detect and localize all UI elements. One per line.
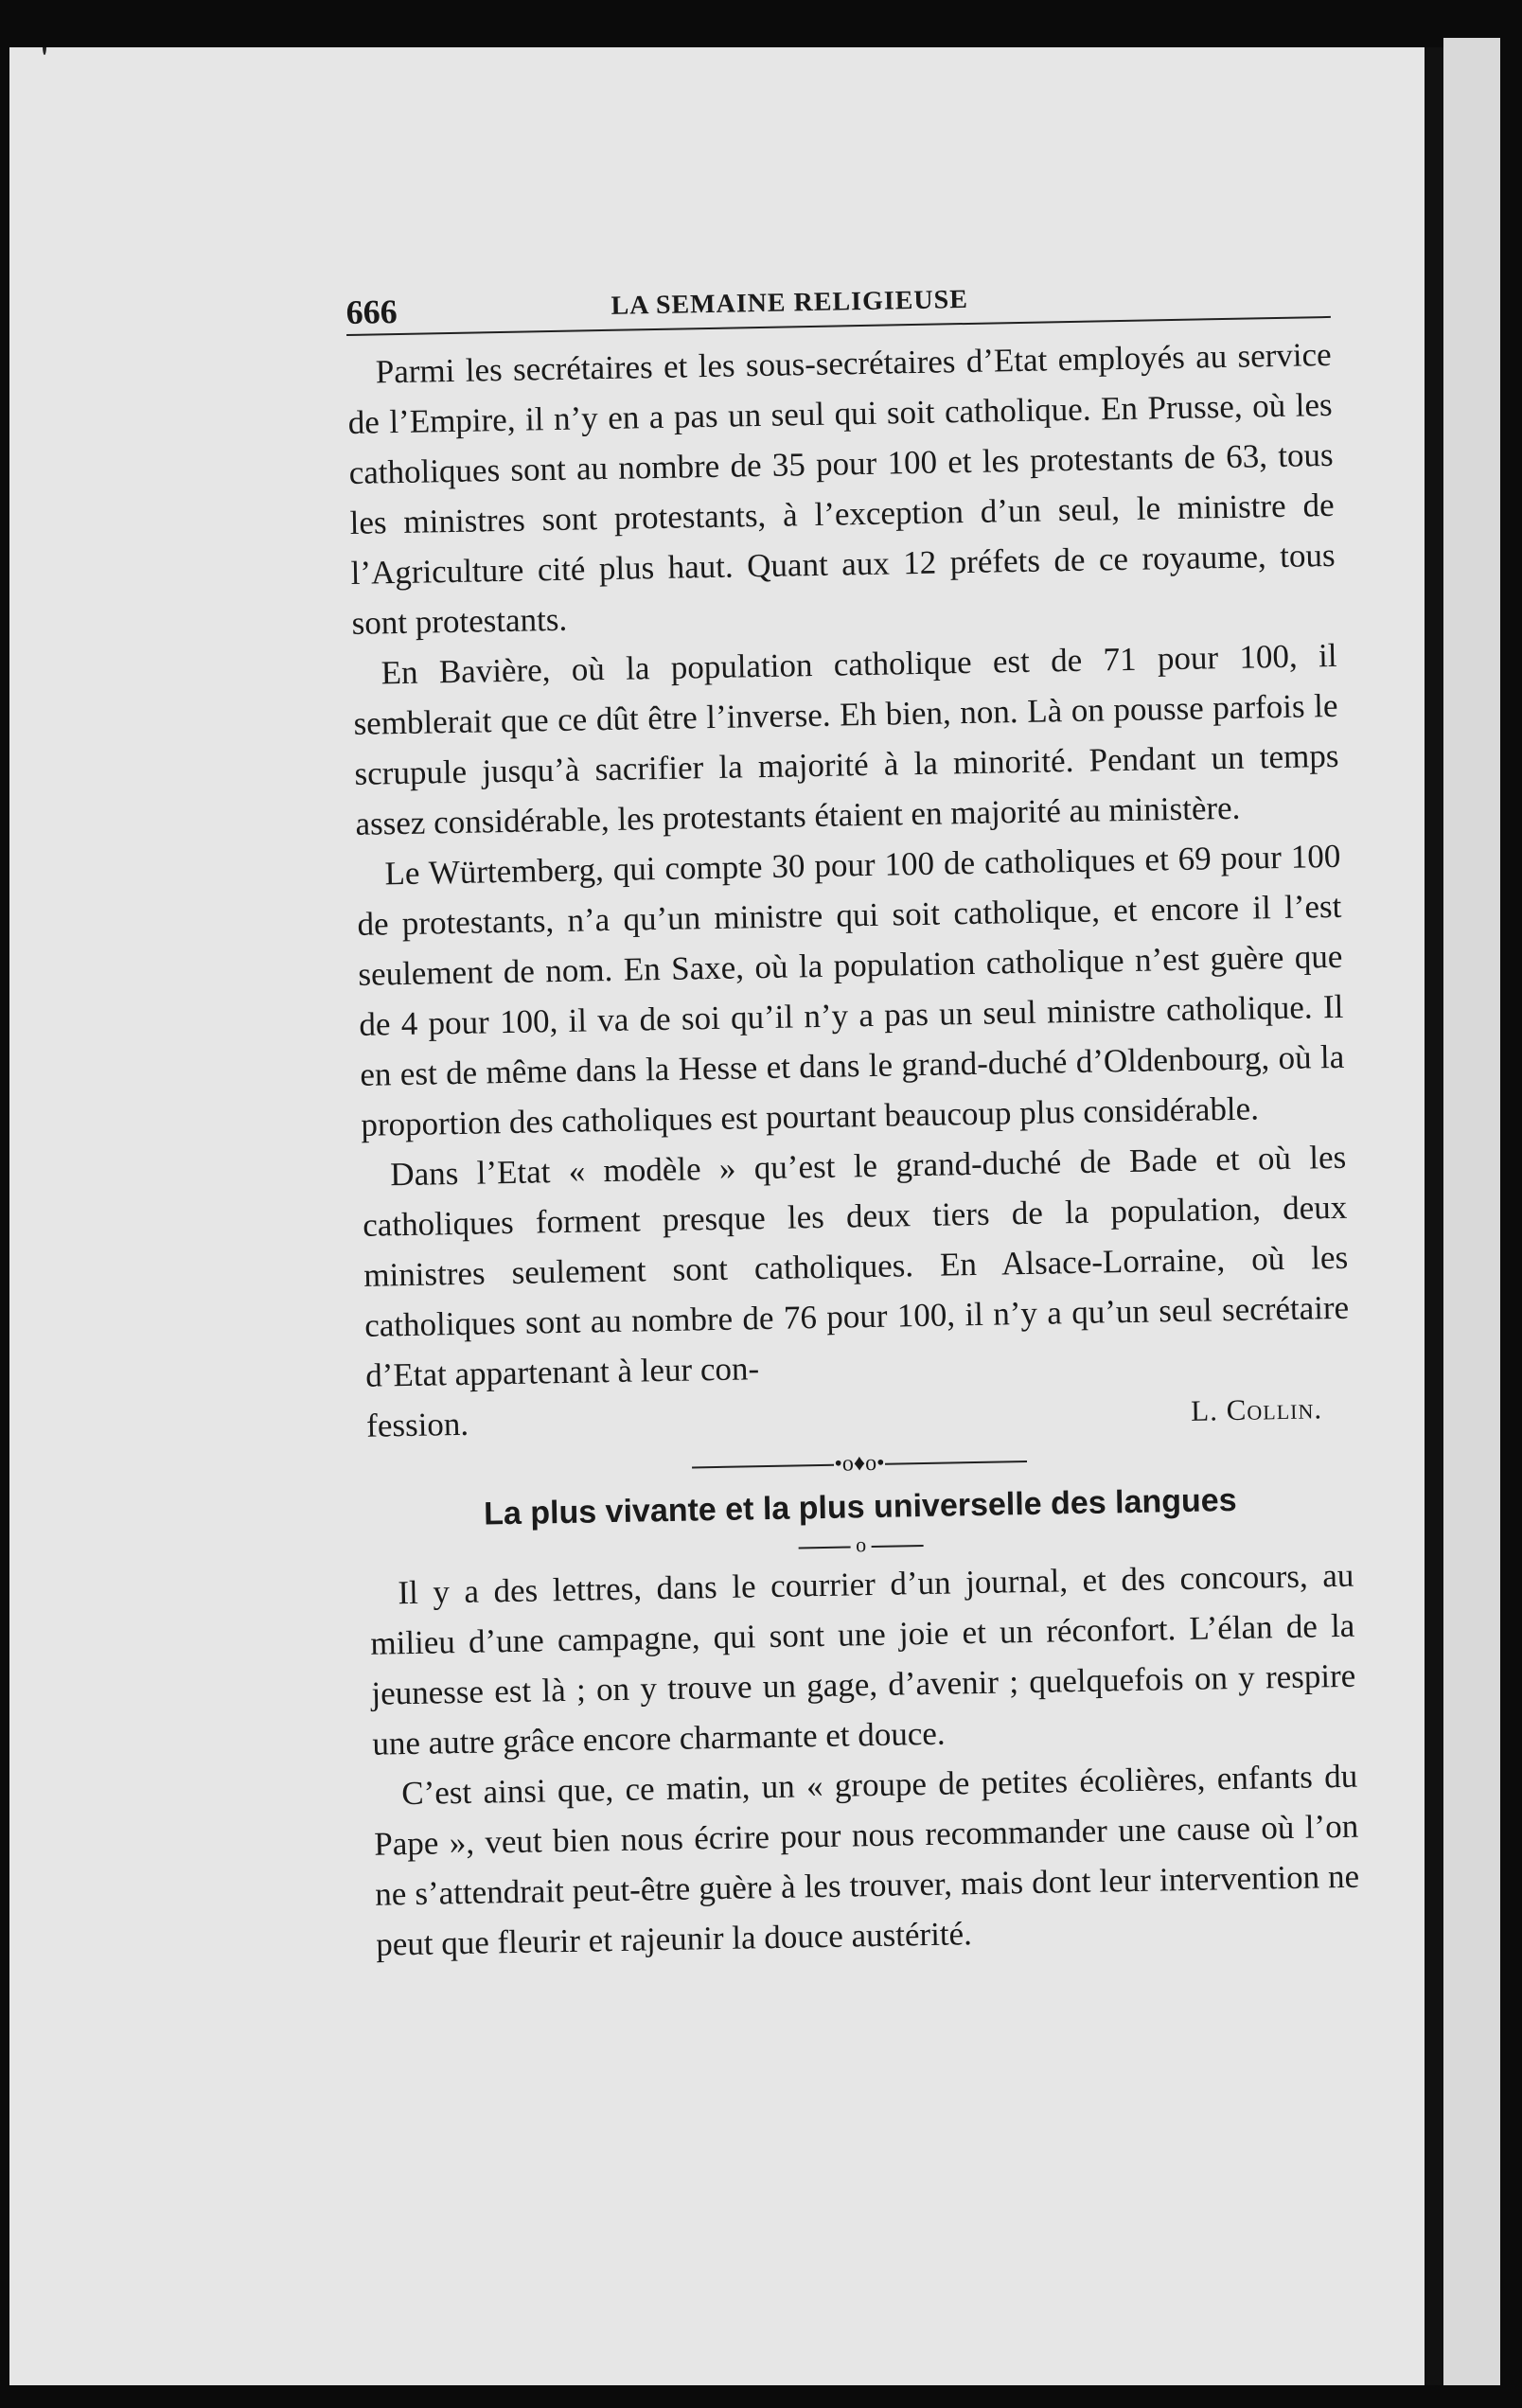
- running-title: LA SEMAINE RELIGIEUSE: [611, 284, 969, 321]
- divider-ornament: •o♦o•: [834, 1450, 885, 1477]
- paragraph: Dans l’Etat « modèle » qu’est le grand-duché de Bade et où les catholiques forment presque les deux tiers de la population, deux ministres seulement sont catholiques. En Alsace-Lorraine, où les catholiques sont au nombre de 76 pour 100, il n’y a qu’un seul secrétaire d’Etat appartenant à leur con-: [362, 1138, 1350, 1394]
- paragraph: En Bavière, où la population catholique est de 71 pour 100, il semblerait que ce dût être l’inverse. Eh bien, non. Là on pousse parfois le scrupule jusqu’à sacrifier la majorité à la minorité. Pendant un temps assez considérable, les protestants étaient en majorité au ministère.: [353, 636, 1339, 842]
- paragraph: Parmi les secrétaires et les sous-secrétaires d’Etat employés au service de l’Empire, il n’y en a pas un seul qui soit catholique. En Prusse, où les catholiques sont au nombre de 35 pour 100 et les protestants de 63, tous les ministres sont protestants, à l’exception d’un seul, le ministre de l’Agriculture cité plus haut. Quant aux 12 préfets de ce royaume, tous sont protestants.: [347, 335, 1336, 642]
- text-block: [345, 261, 1361, 1970]
- divider-rule: [799, 1546, 851, 1549]
- paragraph: Le Würtemberg, qui compte 30 pour 100 de catholiques et 69 pour 100 de protestants, n’a qu’un ministre qui soit catholique, et encore il l’est seulement de nom. En Saxe, où la population catholique n’est guère que de 4 pour 100, il va de soi qu’il n’y a pas un seul ministre catholique. Il en est de même dans la Hesse et dans le grand-duché d’Oldenbourg, où la proportion des catholiques est pourtant beaucoup plus considérable.: [357, 837, 1345, 1143]
- divider-rule: [693, 1464, 835, 1469]
- facing-page-edge: [1443, 38, 1500, 2385]
- paragraph: Il y a des lettres, dans le courrier d’un journal, et des concours, au milieu d’une campagne, qui sont une joie et un réconfort. L’élan de la jeunesse est là ; on y trouve un gage, d’avenir ; quelquefois on y respire une autre grâce encore charmante et douce.: [370, 1556, 1356, 1762]
- page-number: 666: [345, 292, 398, 331]
- scanned-page: [9, 47, 1429, 2385]
- page-gutter-shadow: [1425, 47, 1445, 2385]
- divider-rule: [885, 1461, 1027, 1466]
- paragraph: C’est ainsi que, ce matin, un « groupe de petites écolières, enfants du Pape », veut bien nous écrire pour nous recommander une cause où l’on ne s’attendrait peut-être guère à les trouver, mais dont leur intervention ne peut que fleurir et rajeunir la douce austérité.: [373, 1757, 1360, 1963]
- running-head: [345, 261, 1331, 336]
- divider-rule: [872, 1545, 924, 1548]
- ink-speck: [43, 47, 46, 55]
- article-title: La plus vivante et la plus universelle des langues: [483, 1481, 1237, 1532]
- paragraph-last-line: fession.: [365, 1405, 469, 1444]
- divider-ornament: o: [855, 1532, 867, 1557]
- author-signature: L. Collin.: [1190, 1391, 1323, 1427]
